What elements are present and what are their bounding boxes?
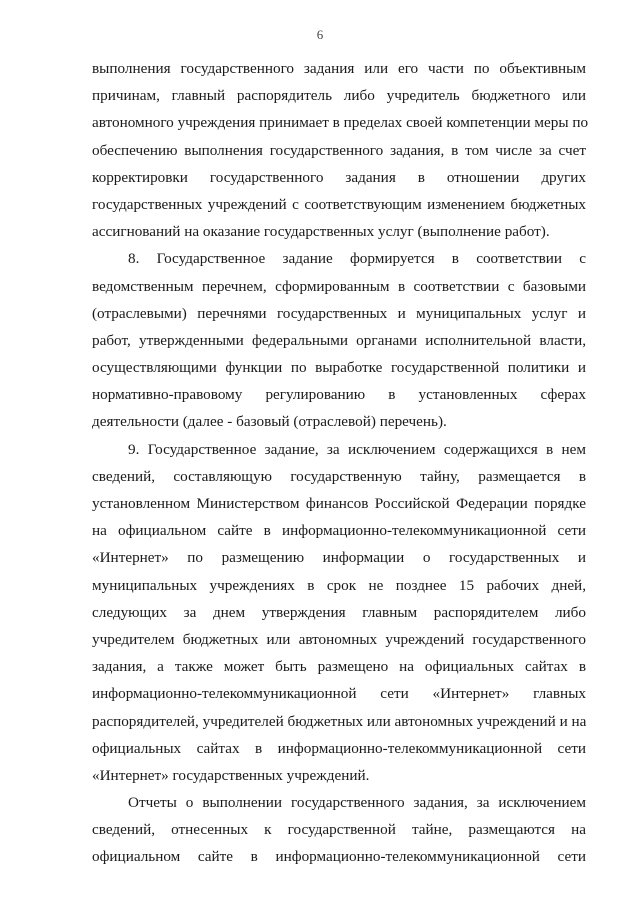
text-line: задания, а также может быть размещено на официальных сайтах в (92, 658, 586, 676)
text-line: «Интернет» государственных учреждений. (92, 766, 370, 784)
text-line: автономного учреждения принимает в пределах своей компетенции меры по (92, 114, 589, 132)
page-number: 6 (316, 27, 324, 42)
text-line: на официальном сайте в информационно-телекоммуникационной сети (92, 522, 586, 540)
text-line: распорядителей, учредителей бюджетных или автономных учреждений и на (92, 712, 587, 730)
text-line: осуществляющими функции по выработке государственной политики и (92, 359, 586, 377)
text-line: причинам, главный распорядитель либо учредитель бюджетного или (92, 87, 586, 105)
paragraph-reports (92, 789, 586, 871)
text-line: информационно-телекоммуникационной сети «Интернет» главных (92, 685, 586, 703)
text-line: 8. Государственное задание формируется в соответствии с (128, 250, 586, 268)
document-body (92, 55, 589, 871)
text-line: деятельности (далее - базовый (отраслевой) перечень). (92, 413, 447, 431)
text-line: ведомственным перечнем, сформированным в соответствии с базовыми (92, 277, 586, 295)
text-line: «Интернет» по размещению информации о государственных и (92, 549, 586, 567)
paragraph-item-9 (92, 436, 586, 789)
text-line: сведений, составляющую государственную тайну, размещается в (92, 467, 586, 485)
text-line: 9. Государственное задание, за исключением содержащихся в нем (128, 440, 586, 458)
text-line: корректировки государственного задания в отношении других (92, 168, 586, 186)
text-line: официальном сайте в информационно-телекоммуникационной сети (92, 848, 586, 866)
text-line: следующих за днем утверждения главным распорядителем либо (92, 603, 586, 621)
text-line: нормативно-правовому регулированию в установленных сферах (92, 386, 586, 404)
paragraph-item-8 (92, 245, 586, 435)
text-line: установленном Министерством финансов Российской Федерации порядке (92, 495, 586, 512)
text-line: Отчеты о выполнении государственного задания, за исключением (128, 794, 586, 812)
text-line: выполнения государственного задания или его части по объективным (92, 60, 586, 77)
text-line: официальных сайтах в информационно-телекоммуникационной сети (92, 739, 586, 757)
text-line: сведений, отнесенных к государственной тайне, размещаются на (92, 821, 586, 839)
text-line: муниципальных учреждениях в срок не позднее 15 рабочих дней, (92, 576, 586, 594)
text-line: (отраслевыми) перечнями государственных и муниципальных услуг и (92, 304, 586, 322)
text-line: работ, утвержденными федеральными органами исполнительной власти, (92, 331, 586, 349)
text-line: ассигнований на оказание государственных услуг (выполнение работ). (92, 223, 550, 241)
text-line: государственных учреждений с соответствующим изменением бюджетных (92, 195, 586, 213)
text-line: учредителем бюджетных или автономных учреждений государственного (92, 630, 586, 648)
text-line: обеспечению выполнения государственного задания, в том числе за счет (92, 141, 586, 159)
paragraph-continuation (92, 55, 589, 245)
